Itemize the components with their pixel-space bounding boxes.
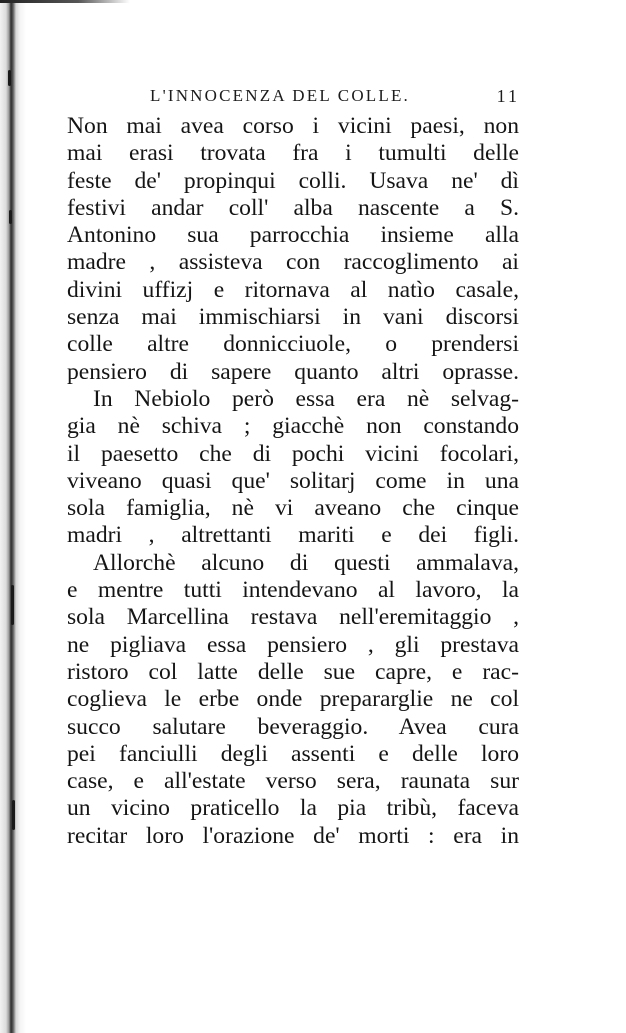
text-line: viveano quasi que' solitarj come in una <box>67 467 519 494</box>
text-line: colle altre donnicciuole, o prendersi <box>67 331 519 358</box>
page-top-edge <box>0 0 130 3</box>
text-line: Antonino sua parrocchia insieme alla <box>67 222 519 249</box>
text-line: mai erasi trovata fra i tumulti delle <box>67 140 519 167</box>
binding-mark <box>8 70 11 86</box>
text-line: madre , assisteva con raccoglimento ai <box>67 249 519 276</box>
text-line: sola famiglia, nè vi aveano che cinque <box>67 495 519 522</box>
text-line: Non mai avea corso i vicini paesi, non <box>67 113 519 139</box>
page-number: 11 <box>496 86 520 106</box>
running-head <box>150 86 520 112</box>
text-line: recitar loro l'orazione de' morti : era in <box>67 822 519 849</box>
text-line: pei fanciulli degli assenti e delle loro <box>67 740 519 767</box>
book-binding-edge <box>0 0 26 1033</box>
text-line: madri , altrettanti mariti e dei figli. <box>67 522 519 549</box>
text-line: Allorchè alcuno di questi ammalava, <box>93 549 519 576</box>
text-line: In Nebiolo però essa era nè selvag- <box>93 385 519 412</box>
text-line: feste de' propinqui colli. Usava ne' dì <box>67 167 519 194</box>
text-line: sola Marcellina restava nell'eremitaggio , <box>67 604 519 631</box>
text-line: divini uffizj e ritornava al natìo casale, <box>67 276 519 303</box>
text-line: festivi andar coll' alba nascente a S. <box>67 194 519 221</box>
text-line: gia nè schiva ; giacchè non constando <box>67 413 519 440</box>
text-line: il paesetto che di pochi vicini focolari, <box>67 440 519 467</box>
text-line: un vicino praticello la pia tribù, faceva <box>67 795 519 822</box>
text-line: pensiero di sapere quanto altri oprasse. <box>67 358 519 385</box>
running-title: L'INNOCENZA DEL COLLE. <box>150 86 410 105</box>
text-line: case, e all'estate verso sera, raunata sur <box>67 768 519 795</box>
text-line: senza mai immischiarsi in vani discorsi <box>67 304 519 331</box>
binding-mark <box>11 585 14 625</box>
text-line: succo salutare beveraggio. Avea cura <box>67 713 519 740</box>
text-line: coglieva le erbe onde prepararglie ne col <box>67 686 519 713</box>
text-line: ne pigliava essa pensiero , gli prestava <box>67 631 519 658</box>
text-line: ristoro col latte delle sue capre, e rac- <box>67 658 519 685</box>
text-line: e mentre tutti intendevano al lavoro, la <box>67 577 519 604</box>
binding-mark <box>12 800 15 830</box>
binding-mark <box>9 210 12 224</box>
body-text <box>67 113 519 850</box>
